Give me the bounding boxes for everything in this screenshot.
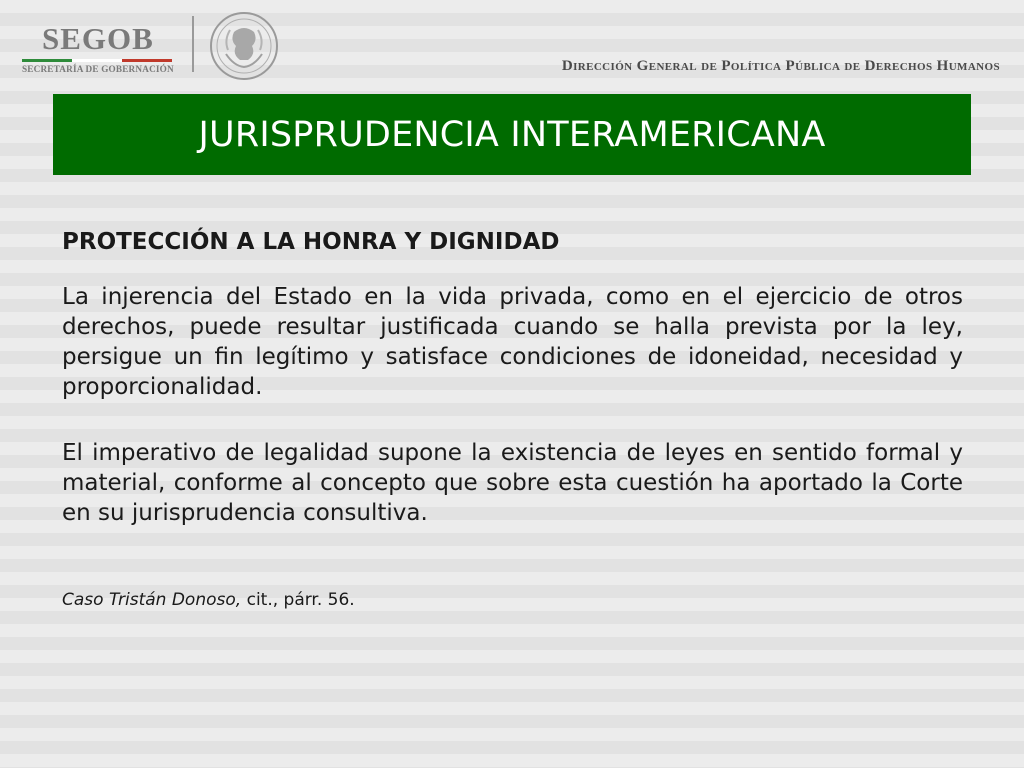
header-divider — [192, 16, 194, 72]
slide-body — [62, 222, 963, 612]
slide-title: JURISPRUDENCIA INTERAMERICANA — [198, 114, 826, 155]
logo-subtitle: SECRETARÍA DE GOBERNACIÓN — [22, 64, 174, 74]
segob-logo — [22, 22, 182, 74]
directorate-name: Dirección General de Política Pública de Derechos Humanos — [561, 58, 1000, 74]
body-paragraph: La injerencia del Estado en la vida privada, como en el ejercicio de otros derechos, puede resultar justificada cuando se halla prevista por la ley, persigue un fin legítimo y satisface condiciones de idoneidad, necesidad y proporcionalidad. — [62, 284, 963, 400]
citation-reference: cit., párr. 56. — [241, 590, 355, 610]
citation — [62, 588, 963, 612]
body-paragraph: El imperativo de legalidad supone la existencia de leyes en sentido formal y material, conforme al concepto que sobre esta cuestión ha aportado la Corte en su jurisprudencia consultiva. — [62, 440, 963, 526]
logo-flag-stripe — [22, 59, 172, 62]
title-bar — [53, 94, 971, 175]
logo-name: SEGOB — [42, 21, 154, 56]
section-heading: PROTECCIÓN A LA HONRA Y DIGNIDAD — [62, 229, 560, 255]
slide-header — [0, 0, 1024, 86]
citation-case-name: Caso Tristán Donoso, — [62, 590, 242, 610]
seal-icon — [204, 10, 284, 82]
